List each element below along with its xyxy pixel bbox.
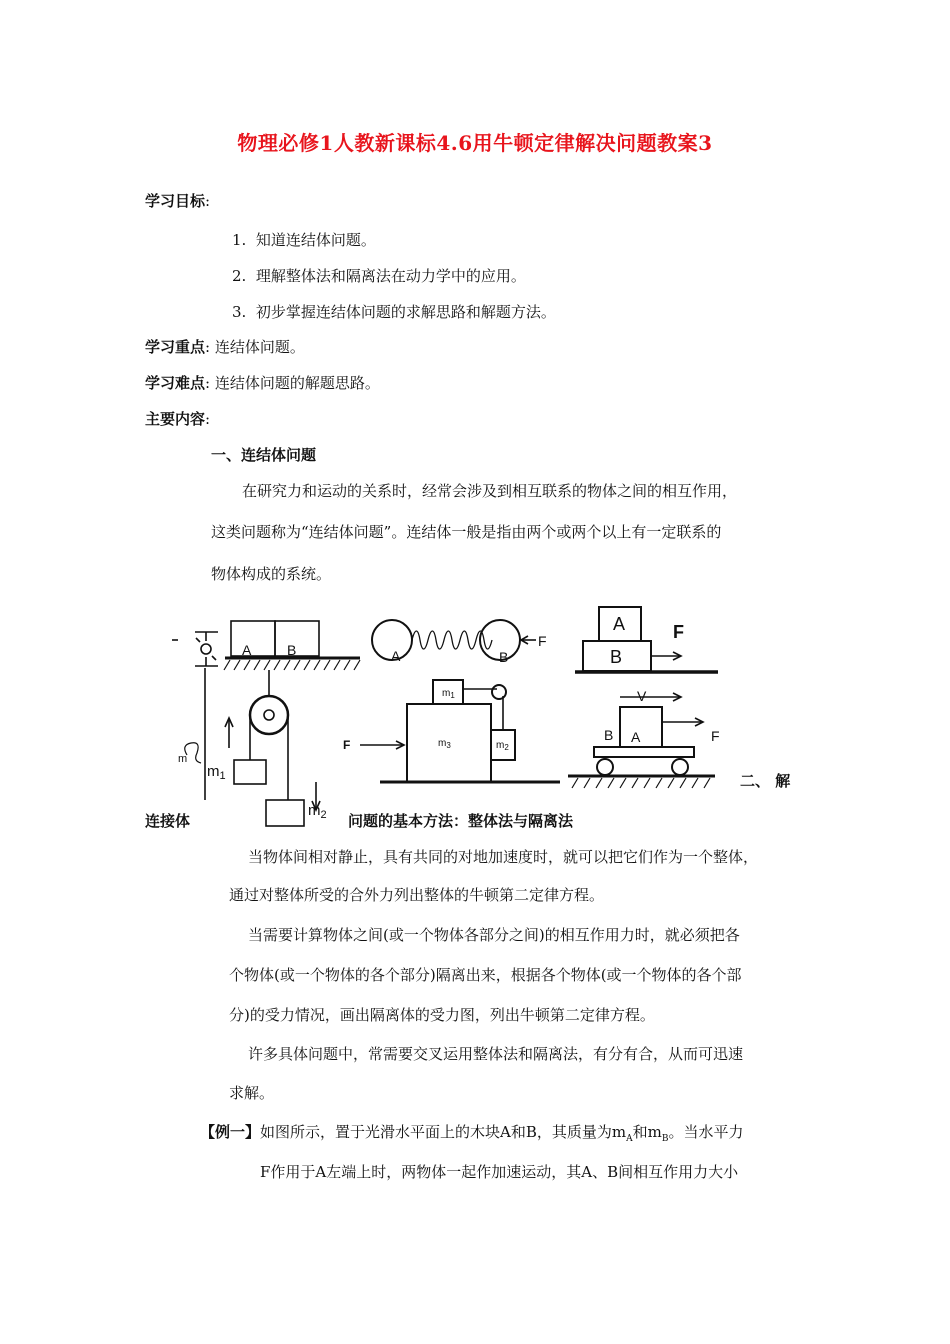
example-line-2: F作用于A左端上时，两物体一起作加速运动，其A、B间相互作用力大小 [260, 1163, 739, 1181]
fig1-label-side: m [178, 753, 188, 765]
section2-line-3: 当需要计算物体之间(或一个物体各部分之间)的相互作用力时，就必须把各 [248, 926, 740, 944]
fig1-label-b: B [287, 642, 297, 658]
section2-heading-left: 连接体 [145, 812, 191, 830]
section1-line-2: 这类问题称为“连结体问题”。连结体一般是指由两个或两个以上有一定联系的 [211, 523, 722, 541]
figure-block-pulley [360, 680, 560, 782]
focus-label: 学习重点 [145, 338, 206, 356]
fig1-label-a: A [242, 642, 252, 658]
fig1-label-m2: $m_2$ [308, 802, 327, 821]
section1-heading: 一、连结体问题 [211, 446, 317, 464]
fig5-label-f: F [711, 728, 720, 744]
fig5-label-v: V [637, 688, 647, 704]
section1-line-3: 物体构成的系统。 [211, 565, 332, 583]
fig2-label-b: B [499, 649, 509, 665]
section2-line-6: 许多具体问题中，常需要交叉运用整体法和隔离法，有分有合，从而可迅速 [248, 1045, 744, 1063]
example-sub-b: B [661, 1134, 669, 1144]
example-line-1 [200, 1121, 743, 1144]
fig3-label-b: B [610, 647, 623, 667]
goal-text: 初步掌握连结体问题的求解思路和解题方法。 [255, 303, 556, 321]
fig4-label-m2: $m_2$ [496, 740, 509, 752]
section1-line-1: 在研究力和运动的关系时，经常会涉及到相互联系的物体之间的相互作用， [242, 482, 738, 500]
fig4-label-f: F [343, 738, 351, 752]
difficulty-label: 学习难点 [145, 374, 206, 392]
goals-label: 学习目标 [145, 192, 206, 210]
difficulty-text: : 连结体问题的解题思路。 [205, 374, 380, 392]
main-colon: : [205, 410, 211, 428]
fig2-label-a: A [391, 648, 401, 664]
section2-line-4: 个物体(或一个物体的各个部分)隔离出来，根据各个物体(或一个物体的各个部 [229, 966, 742, 984]
goal-number: 3. [232, 303, 247, 321]
fig3-label-a: A [613, 614, 626, 634]
main-label: 主要内容 [145, 410, 206, 428]
section2-heading-rest: 问题的基本方法：整体法与隔离法 [348, 812, 574, 830]
fig5-label-b: B [604, 727, 614, 743]
example-text-a: 如图所示，置于光滑水平面上的木块A和B，其质量为m [260, 1123, 627, 1141]
section2-heading-right: 二、 解 [740, 772, 791, 790]
example-text-c: 。当水平力 [668, 1123, 744, 1141]
fig3-label-f: F [673, 622, 684, 642]
fig5-label-a: A [631, 729, 641, 745]
fig4-label-m1: $m_1$ [442, 688, 455, 700]
page-title: 物理必修1人教新课标4.6用牛顿定律解决问题教案3 [237, 131, 713, 155]
goal-text: 知道连结体问题。 [255, 231, 376, 249]
fig1-label-m1: $m_1$ [207, 763, 226, 782]
section2-line-7: 求解。 [229, 1084, 275, 1102]
goal-number: 2. [232, 267, 247, 285]
figure-cart [568, 693, 715, 788]
fig2-label-f: F [538, 633, 547, 649]
figure-stacked-blocks [575, 607, 718, 672]
goal-text: 理解整体法和隔离法在动力学中的应用。 [255, 267, 526, 285]
focus-text: : 连结体问题。 [205, 338, 305, 356]
section2-line-1: 当物体间相对静止，具有共同的对地加速度时，就可以把它们作为一个整体， [248, 848, 759, 866]
example-label: 【例一】 [200, 1123, 261, 1141]
goal-number: 1. [232, 231, 247, 249]
figure-pulley [172, 621, 360, 826]
section2-line-2: 通过对整体所受的合外力列出整体的牛顿第二定律方程。 [229, 886, 605, 904]
section2-line-5: 分)的受力情况，画出隔离体的受力图，列出牛顿第二定律方程。 [229, 1006, 655, 1024]
goals-colon: : [205, 192, 211, 210]
example-text-b: 和m [632, 1123, 662, 1141]
example-sub-a: A [626, 1134, 633, 1144]
fig4-label-m3: $m_3$ [438, 738, 451, 750]
